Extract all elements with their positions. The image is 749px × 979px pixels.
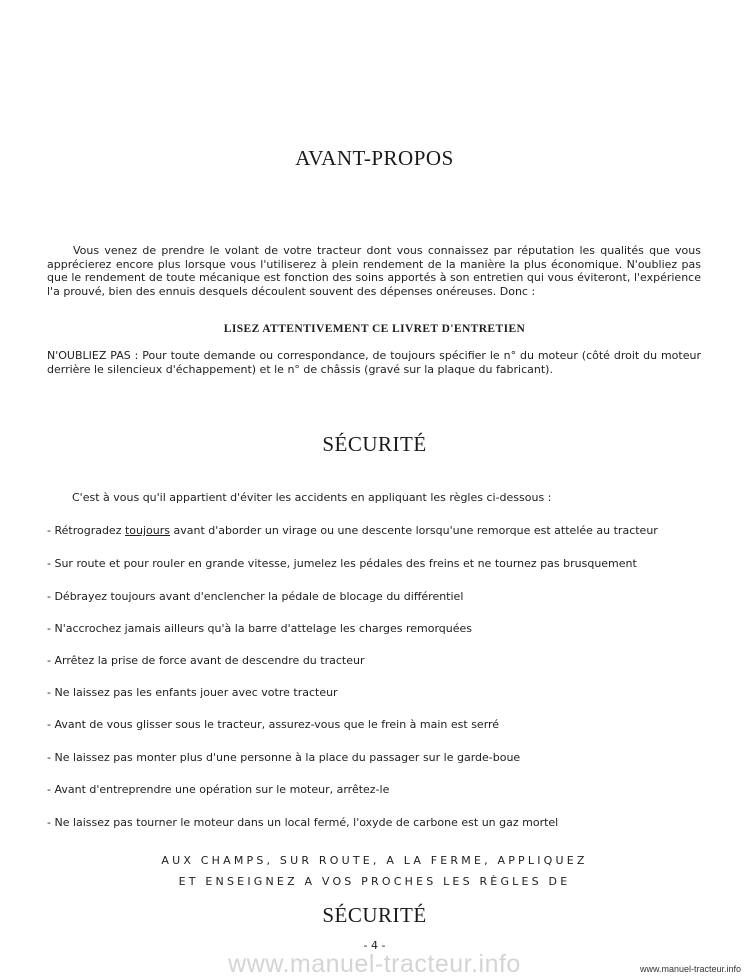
rule-item-5: - Arrêtez la prise de force avant de descendre du tracteur bbox=[47, 654, 365, 667]
rules-intro: C'est à vous qu'il appartient d'éviter les accidents en appliquant les règles ci-dessous : bbox=[72, 491, 552, 504]
watermark-url: www.manuel-tracteur.info bbox=[228, 950, 521, 978]
rule-item-8: - Ne laissez pas monter plus d'une personne à la place du passager sur le garde-boue bbox=[47, 751, 521, 764]
rule-1-before: - Rétrogradez bbox=[47, 524, 125, 537]
rule-1-underlined: toujours bbox=[124, 524, 171, 537]
rule-item-7: - Avant de vous glisser sous le tracteur, assurez-vous que le frein à main est serré bbox=[47, 718, 500, 731]
page-number: - 4 - bbox=[363, 939, 386, 952]
heading-securite-closing: SÉCURITÉ bbox=[322, 903, 427, 927]
closing-line-2: ET ENSEIGNEZ A VOS PROCHES LES RÈGLES DE bbox=[178, 875, 571, 888]
rule-item-6: - Ne laissez pas les enfants jouer avec votre tracteur bbox=[47, 686, 338, 699]
footer-url-small: www.manuel-tracteur.info bbox=[639, 964, 741, 974]
rule-item-9: - Avant d'entreprendre une opération sur le moteur, arrêtez-le bbox=[47, 783, 390, 796]
lisez-notice: LISEZ ATTENTIVEMENT CE LIVRET D'ENTRETIEN bbox=[223, 323, 526, 335]
heading-avant-propos: AVANT-PROPOS bbox=[295, 146, 454, 170]
intro-paragraph: Vous venez de prendre le volant de votre tracteur dont vous connaissez par réputation les qualités que vous apprécierez encore plus lorsque vous l'utiliserez à plein rendement de la manière la plus économique. N'oubliez pas que le rendement de toute mécanique est fonction des soins apportés à son entretien qui vous éviteront, l'expérience l'a prouvé, bien des ennuis desquels découlent souvent des dépenses onéreuses. Donc : bbox=[47, 244, 701, 298]
rule-item-3: - Débrayez toujours avant d'enclencher la pédale de blocage du différentiel bbox=[47, 590, 464, 603]
rule-item-4: - N'accrochez jamais ailleurs qu'à la barre d'attelage les charges remorquées bbox=[47, 622, 473, 635]
rule-item-1 bbox=[47, 524, 707, 537]
oubliez-paragraph: N'OUBLIEZ PAS : Pour toute demande ou correspondance, de toujours spécifier le n° du moteur (côté droit du moteur derrière le silencieux d'échappement) et le n° de châssis (gravé sur la plaque du fabricant). bbox=[47, 349, 701, 376]
heading-securite: SÉCURITÉ bbox=[322, 432, 427, 456]
closing-line-1: AUX CHAMPS, SUR ROUTE, A LA FERME, APPLIQUEZ bbox=[161, 854, 588, 867]
rule-item-10: - Ne laissez pas tourner le moteur dans un local fermé, l'oxyde de carbone est un gaz mortel bbox=[47, 816, 559, 829]
rule-1-after: avant d'aborder un virage ou une descente lorsqu'une remorque est attelée au tracteur bbox=[170, 524, 658, 537]
rule-item-2: - Sur route et pour rouler en grande vitesse, jumelez les pédales des freins et ne tournez pas brusquement bbox=[47, 557, 637, 570]
